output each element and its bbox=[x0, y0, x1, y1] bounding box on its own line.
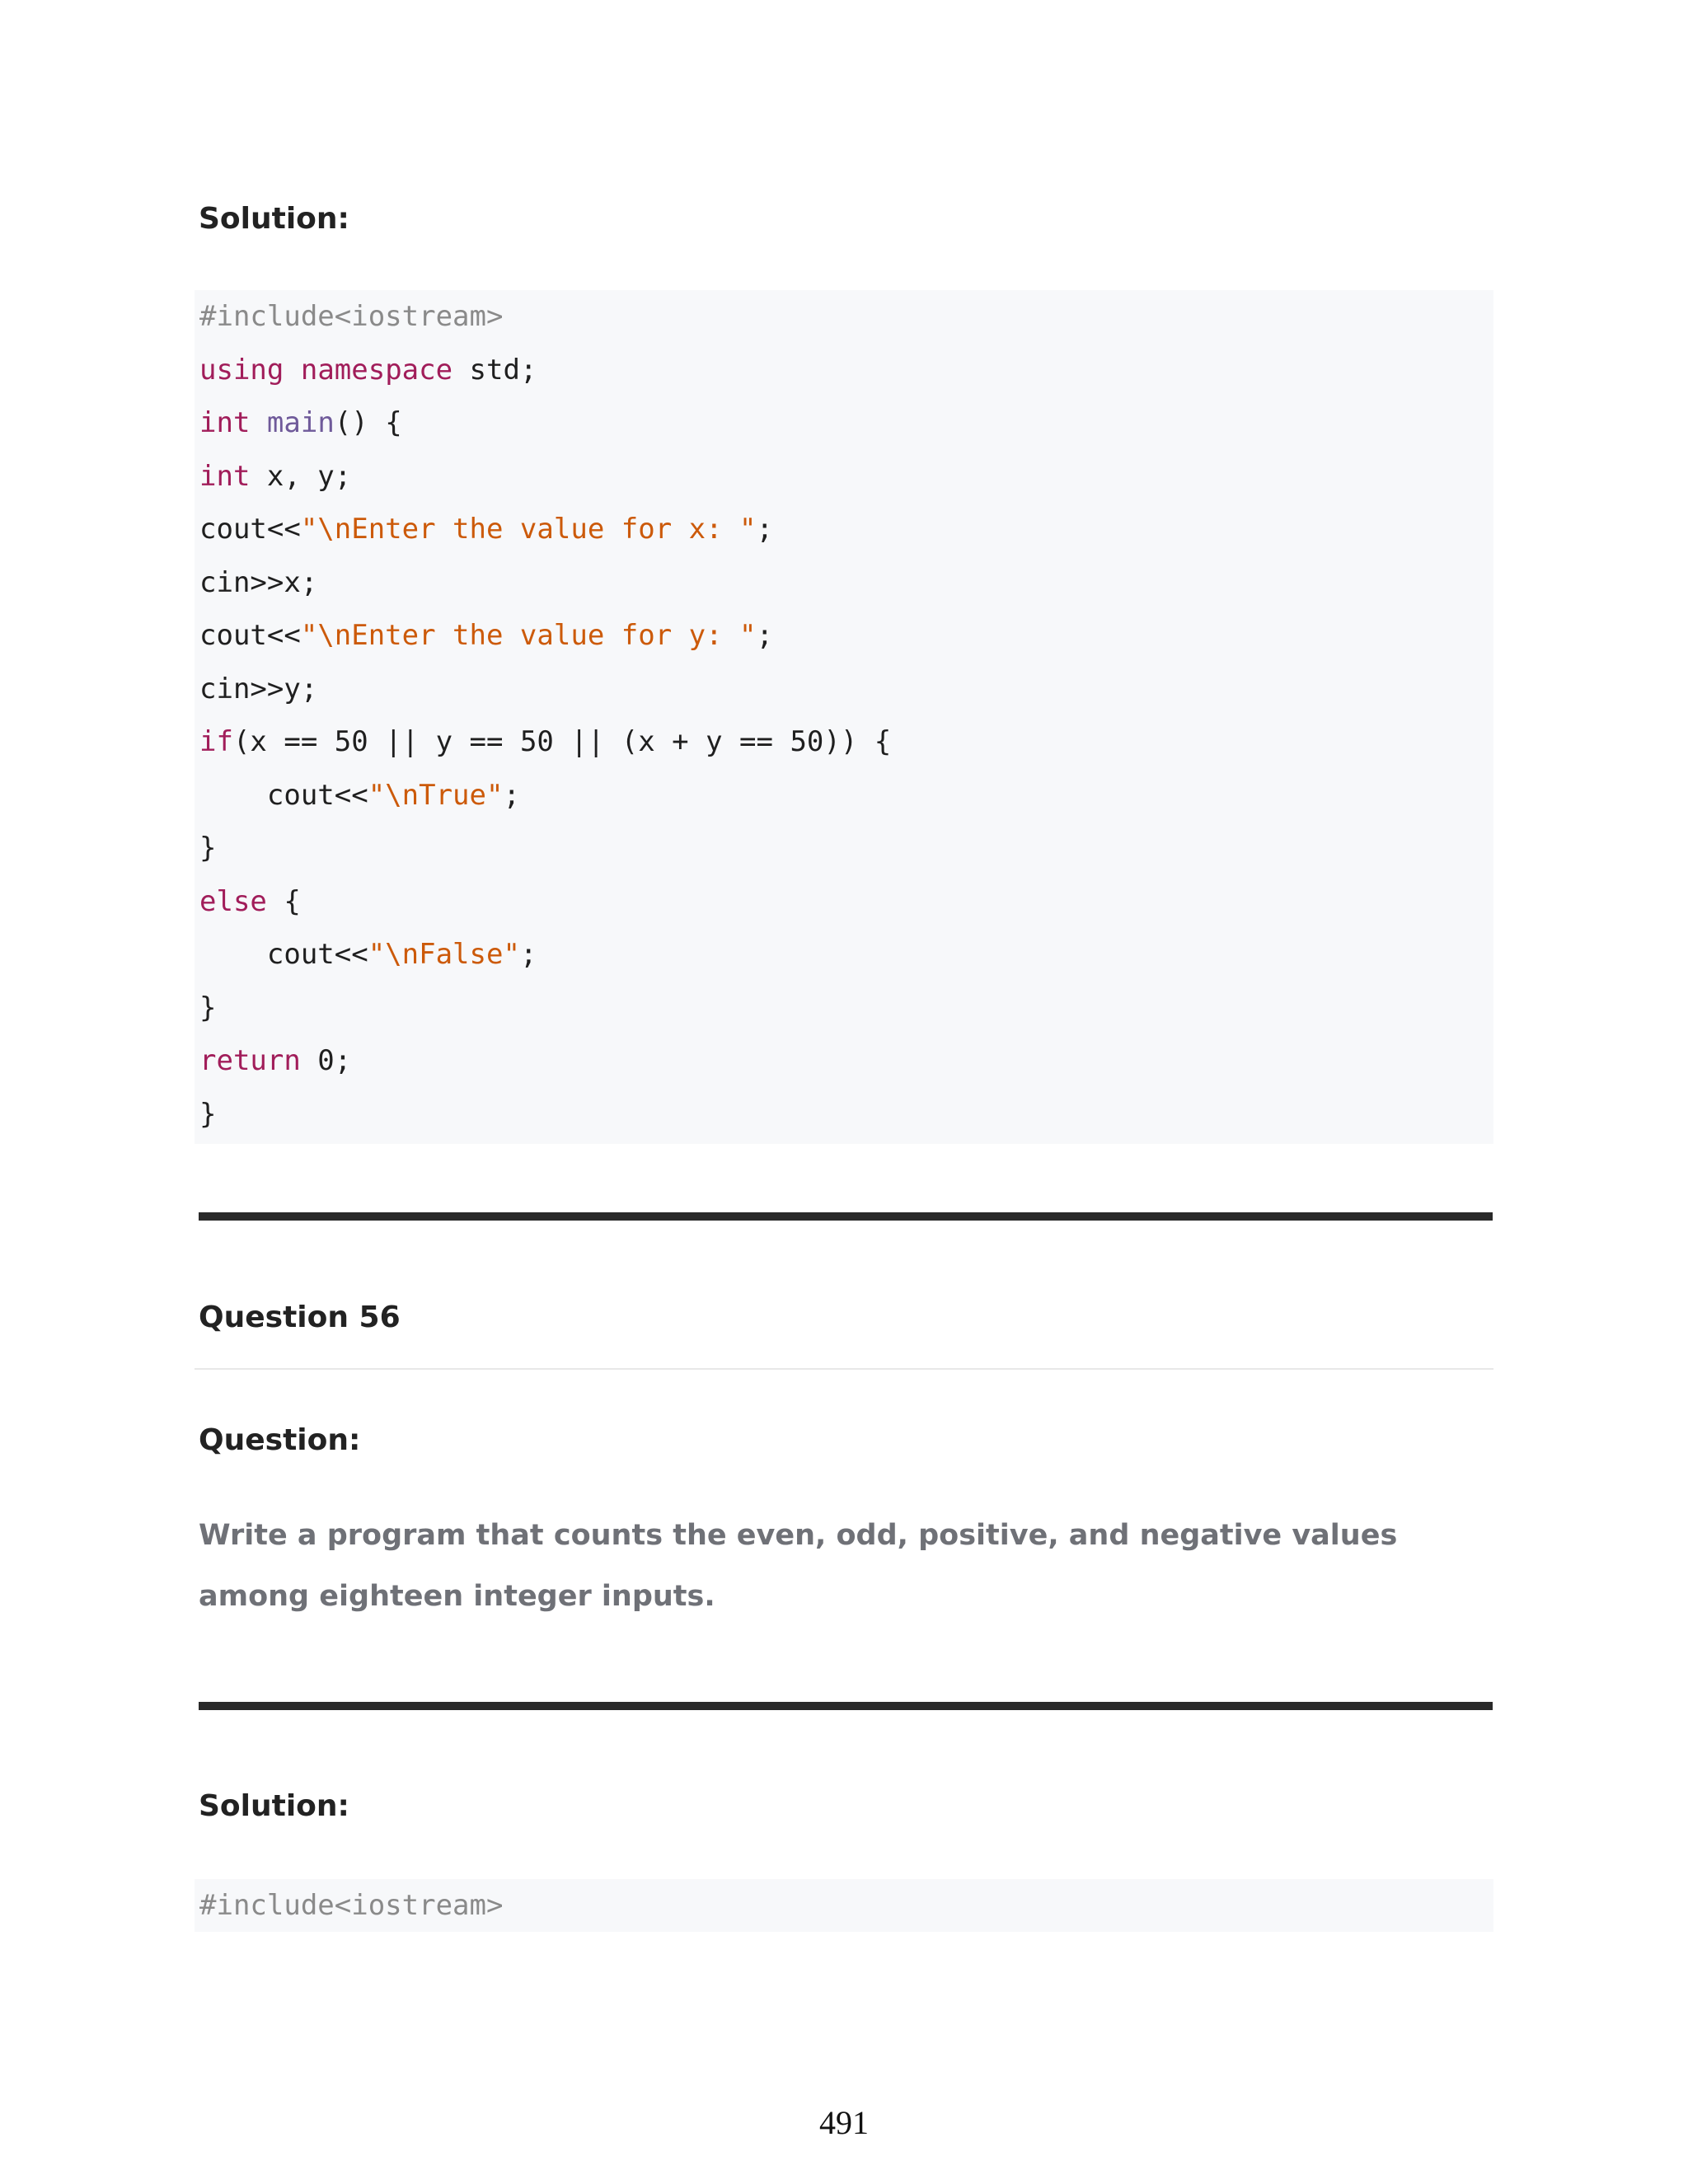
code-block-1-line bbox=[199, 450, 351, 503]
code-token: if bbox=[199, 725, 233, 758]
section-divider-2 bbox=[199, 1702, 1493, 1710]
code-block-1-line bbox=[199, 290, 503, 343]
page-number: 491 bbox=[819, 2104, 869, 2141]
code-token: cout<< bbox=[199, 619, 301, 652]
code-token: using bbox=[199, 353, 284, 387]
code-block-1-line bbox=[199, 396, 402, 449]
code-token: "\nFalse" bbox=[368, 938, 520, 971]
code-token: cin>>y; bbox=[199, 672, 318, 705]
question-number-title: Question 56 bbox=[199, 1301, 401, 1334]
code-token: "\nEnter the value for y: " bbox=[300, 619, 757, 652]
code-token: } bbox=[199, 832, 217, 865]
title-underline bbox=[195, 1368, 1493, 1370]
code-block-1-line bbox=[199, 1034, 351, 1087]
code-block-2 bbox=[195, 1879, 1493, 1932]
code-token bbox=[250, 406, 266, 439]
code-token: (x == 50 || y == 50 || (x + y == 50)) { bbox=[232, 725, 892, 758]
code-block-1 bbox=[195, 290, 1493, 1144]
code-block-1-line bbox=[199, 769, 520, 822]
code-token: cout<< bbox=[199, 938, 368, 971]
code-token: cout<< bbox=[199, 778, 368, 812]
code-token: namespace bbox=[300, 353, 453, 387]
question-text: Write a program that counts the even, odd, positive, and negative values among eighteen integer inputs. bbox=[199, 1519, 1398, 1613]
code-block-1-line bbox=[199, 663, 317, 715]
code-token: () { bbox=[334, 406, 402, 439]
code-token: } bbox=[199, 991, 217, 1024]
code-token: std; bbox=[452, 353, 537, 387]
code-token: cout<< bbox=[199, 513, 301, 546]
question-label: Question: bbox=[199, 1423, 361, 1457]
code-token: ; bbox=[503, 778, 520, 812]
code-token: return bbox=[199, 1044, 301, 1077]
code-token: "\nEnter the value for x: " bbox=[300, 513, 757, 546]
code-block-1-line bbox=[199, 822, 216, 874]
code-token: ; bbox=[756, 513, 773, 546]
code-token: "\nTrue" bbox=[368, 778, 504, 812]
code-block-1-line bbox=[199, 982, 216, 1034]
code-token bbox=[284, 354, 300, 387]
code-block-1-line bbox=[199, 875, 301, 928]
code-block-1-line bbox=[199, 1088, 216, 1141]
code-block-1-line bbox=[199, 928, 537, 981]
code-token: x, y; bbox=[250, 459, 352, 493]
code-block-1-line bbox=[199, 609, 773, 662]
code-token: cin>>x; bbox=[199, 565, 318, 599]
code-block-1-line bbox=[199, 344, 537, 396]
code-token: int bbox=[199, 459, 251, 493]
code-block-1-line bbox=[199, 503, 773, 555]
section-divider-1 bbox=[199, 1212, 1493, 1221]
code-token: 0; bbox=[300, 1044, 352, 1077]
code-token: ; bbox=[519, 938, 537, 971]
code-token: int bbox=[199, 406, 251, 439]
code-token: ; bbox=[756, 619, 773, 652]
code-block-2-line bbox=[199, 1879, 503, 1932]
code-token: main bbox=[266, 406, 335, 439]
solution-heading-1: Solution: bbox=[199, 202, 349, 236]
code-token: } bbox=[199, 1097, 217, 1131]
code-token: { bbox=[266, 884, 301, 918]
code-block-1-line bbox=[199, 556, 317, 609]
code-token: else bbox=[199, 884, 267, 918]
code-token: #include<iostream> bbox=[199, 1889, 504, 1922]
code-block-1-line bbox=[199, 715, 891, 768]
code-token: #include<iostream> bbox=[199, 300, 504, 333]
solution-heading-2: Solution: bbox=[199, 1789, 349, 1823]
